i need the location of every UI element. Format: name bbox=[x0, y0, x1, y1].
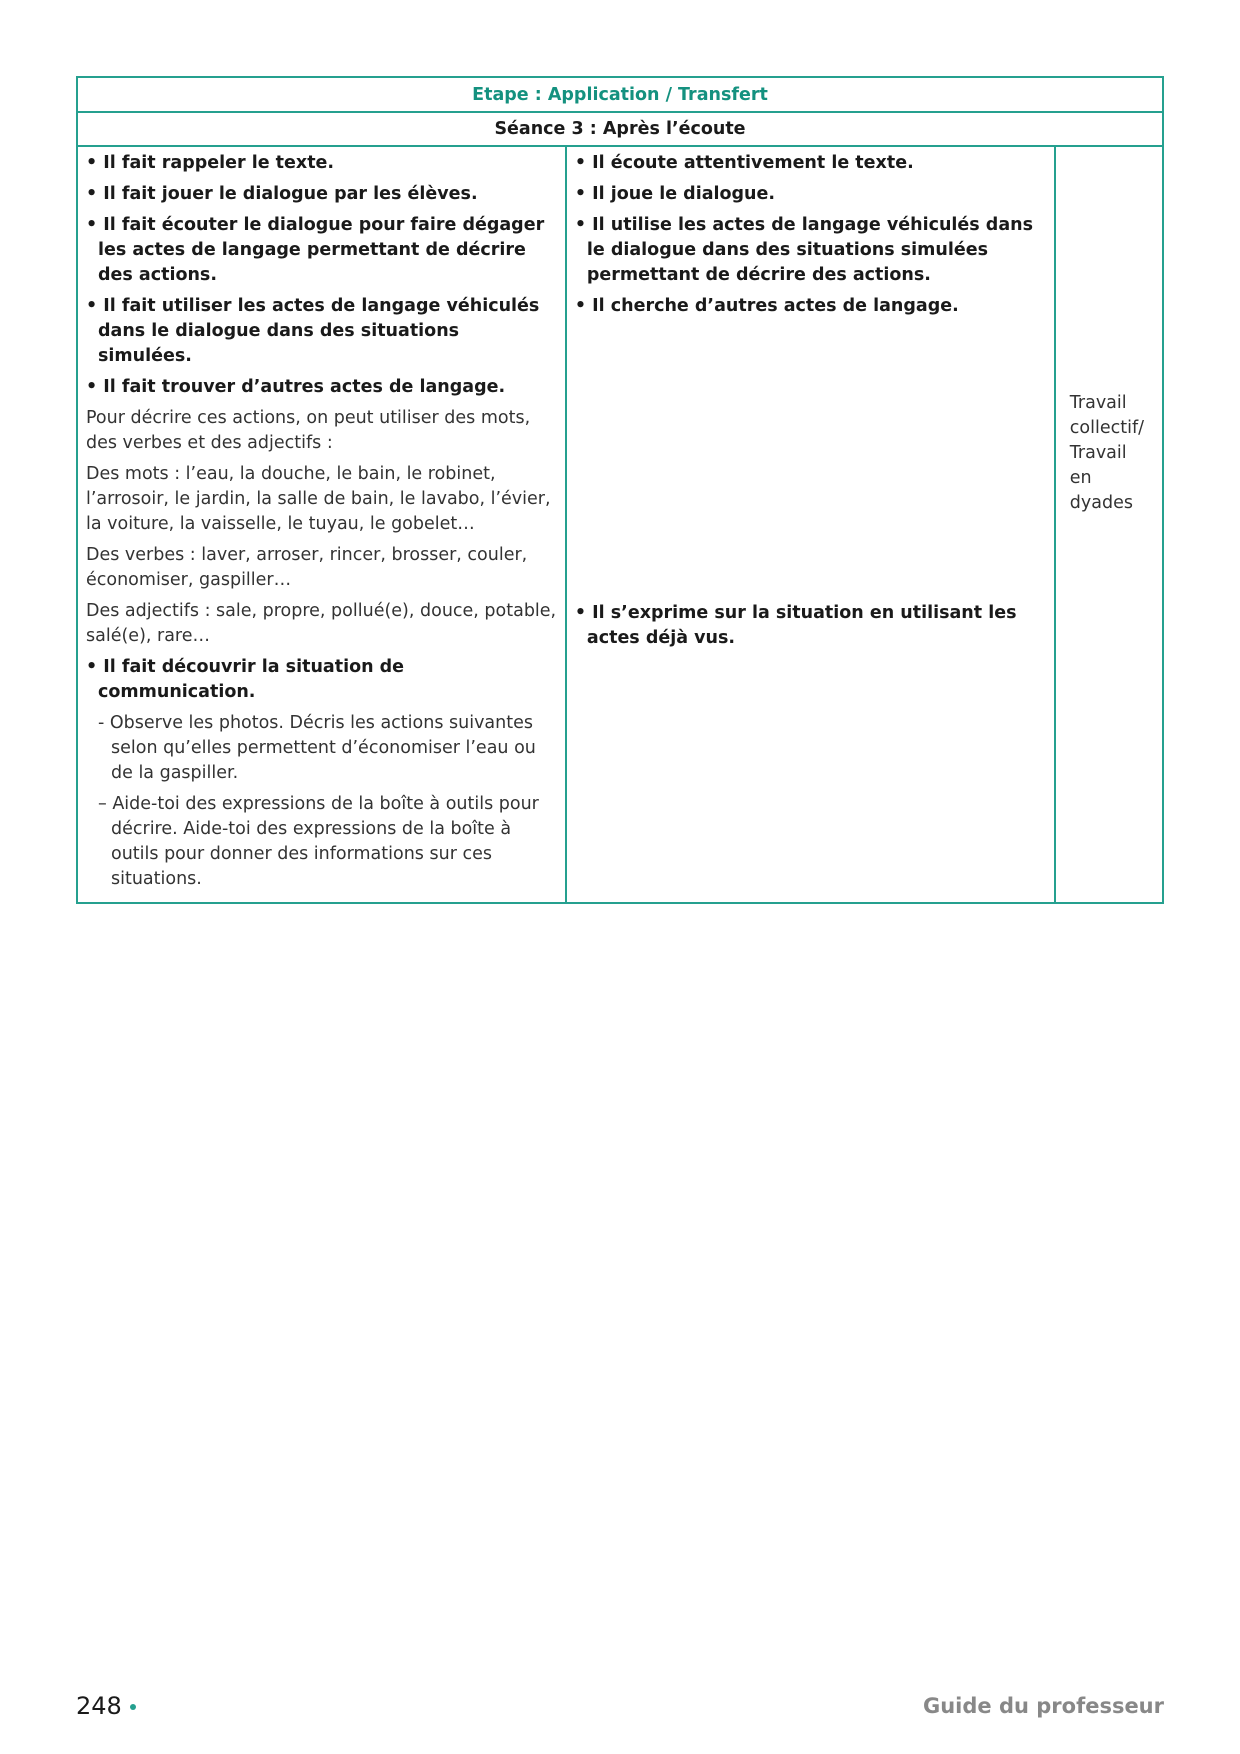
teacher-bullet: • Il fait utiliser les actes de langage véhiculés dans le dialogue dans des situations simulées. bbox=[86, 296, 540, 366]
organisation-text: Travail collectif/ Travail en dyades bbox=[1069, 393, 1145, 513]
teacher-note: Pour décrire ces actions, on peut utiliser des mots, des verbes et des adjectifs : bbox=[86, 408, 531, 453]
organisation-cell bbox=[1055, 146, 1163, 903]
etape-heading: Etape : Application / Transfert bbox=[77, 77, 1163, 112]
student-bullet: • Il utilise les actes de langage véhiculés dans le dialogue dans des situations simulées permettant de décrire des actions. bbox=[574, 215, 1034, 285]
teacher-activities-cell bbox=[77, 146, 566, 903]
student-bullet: • Il joue le dialogue. bbox=[574, 184, 776, 204]
lesson-table bbox=[76, 76, 1164, 904]
student-bullet-situation: • Il s’exprime sur la situation en utilisant les actes déjà vus. bbox=[574, 603, 1017, 648]
footer-title: Guide du professeur bbox=[922, 1694, 1164, 1718]
student-activities-cell bbox=[566, 146, 1055, 903]
teacher-bullet: • Il fait écouter le dialogue pour faire dégager les actes de langage permettant de décrire des actions. bbox=[86, 215, 545, 285]
page-number-text: 248 bbox=[76, 1692, 122, 1720]
page-number bbox=[76, 1692, 136, 1720]
student-bullet: • Il écoute attentivement le texte. bbox=[574, 153, 914, 173]
bullet-dot-icon bbox=[130, 1704, 136, 1710]
teacher-bullet: • Il fait jouer le dialogue par les élèves. bbox=[86, 184, 478, 204]
seance-heading: Séance 3 : Après l’écoute bbox=[77, 112, 1163, 146]
teacher-bullet-situation: • Il fait découvrir la situation de communication. bbox=[86, 657, 405, 702]
student-bullet: • Il cherche d’autres actes de langage. bbox=[574, 296, 959, 316]
teacher-note: Des mots : l’eau, la douche, le bain, le robinet, l’arrosoir, le jardin, la salle de bain, le lavabo, l’évier, la voiture, la vaisselle, le tuyau, le gobelet… bbox=[86, 464, 551, 534]
teacher-bullet: • Il fait rappeler le texte. bbox=[86, 153, 335, 173]
teacher-note: Des verbes : laver, arroser, rincer, brosser, couler, économiser, gaspiller… bbox=[86, 545, 528, 590]
teacher-note: Des adjectifs : sale, propre, pollué(e), douce, potable, salé(e), rare… bbox=[86, 601, 557, 646]
spacer bbox=[575, 325, 1046, 601]
teacher-instruction: – Aide-toi des expressions de la boîte à outils pour décrire. Aide-toi des expressions de la boîte à outils pour donner des informations sur ces situations. bbox=[98, 794, 539, 889]
teacher-instruction: - Observe les photos. Décris les actions suivantes selon qu’elles permettent d’économiser l’eau ou de la gaspiller. bbox=[98, 713, 536, 783]
teacher-bullet: • Il fait trouver d’autres actes de langage. bbox=[86, 377, 506, 397]
